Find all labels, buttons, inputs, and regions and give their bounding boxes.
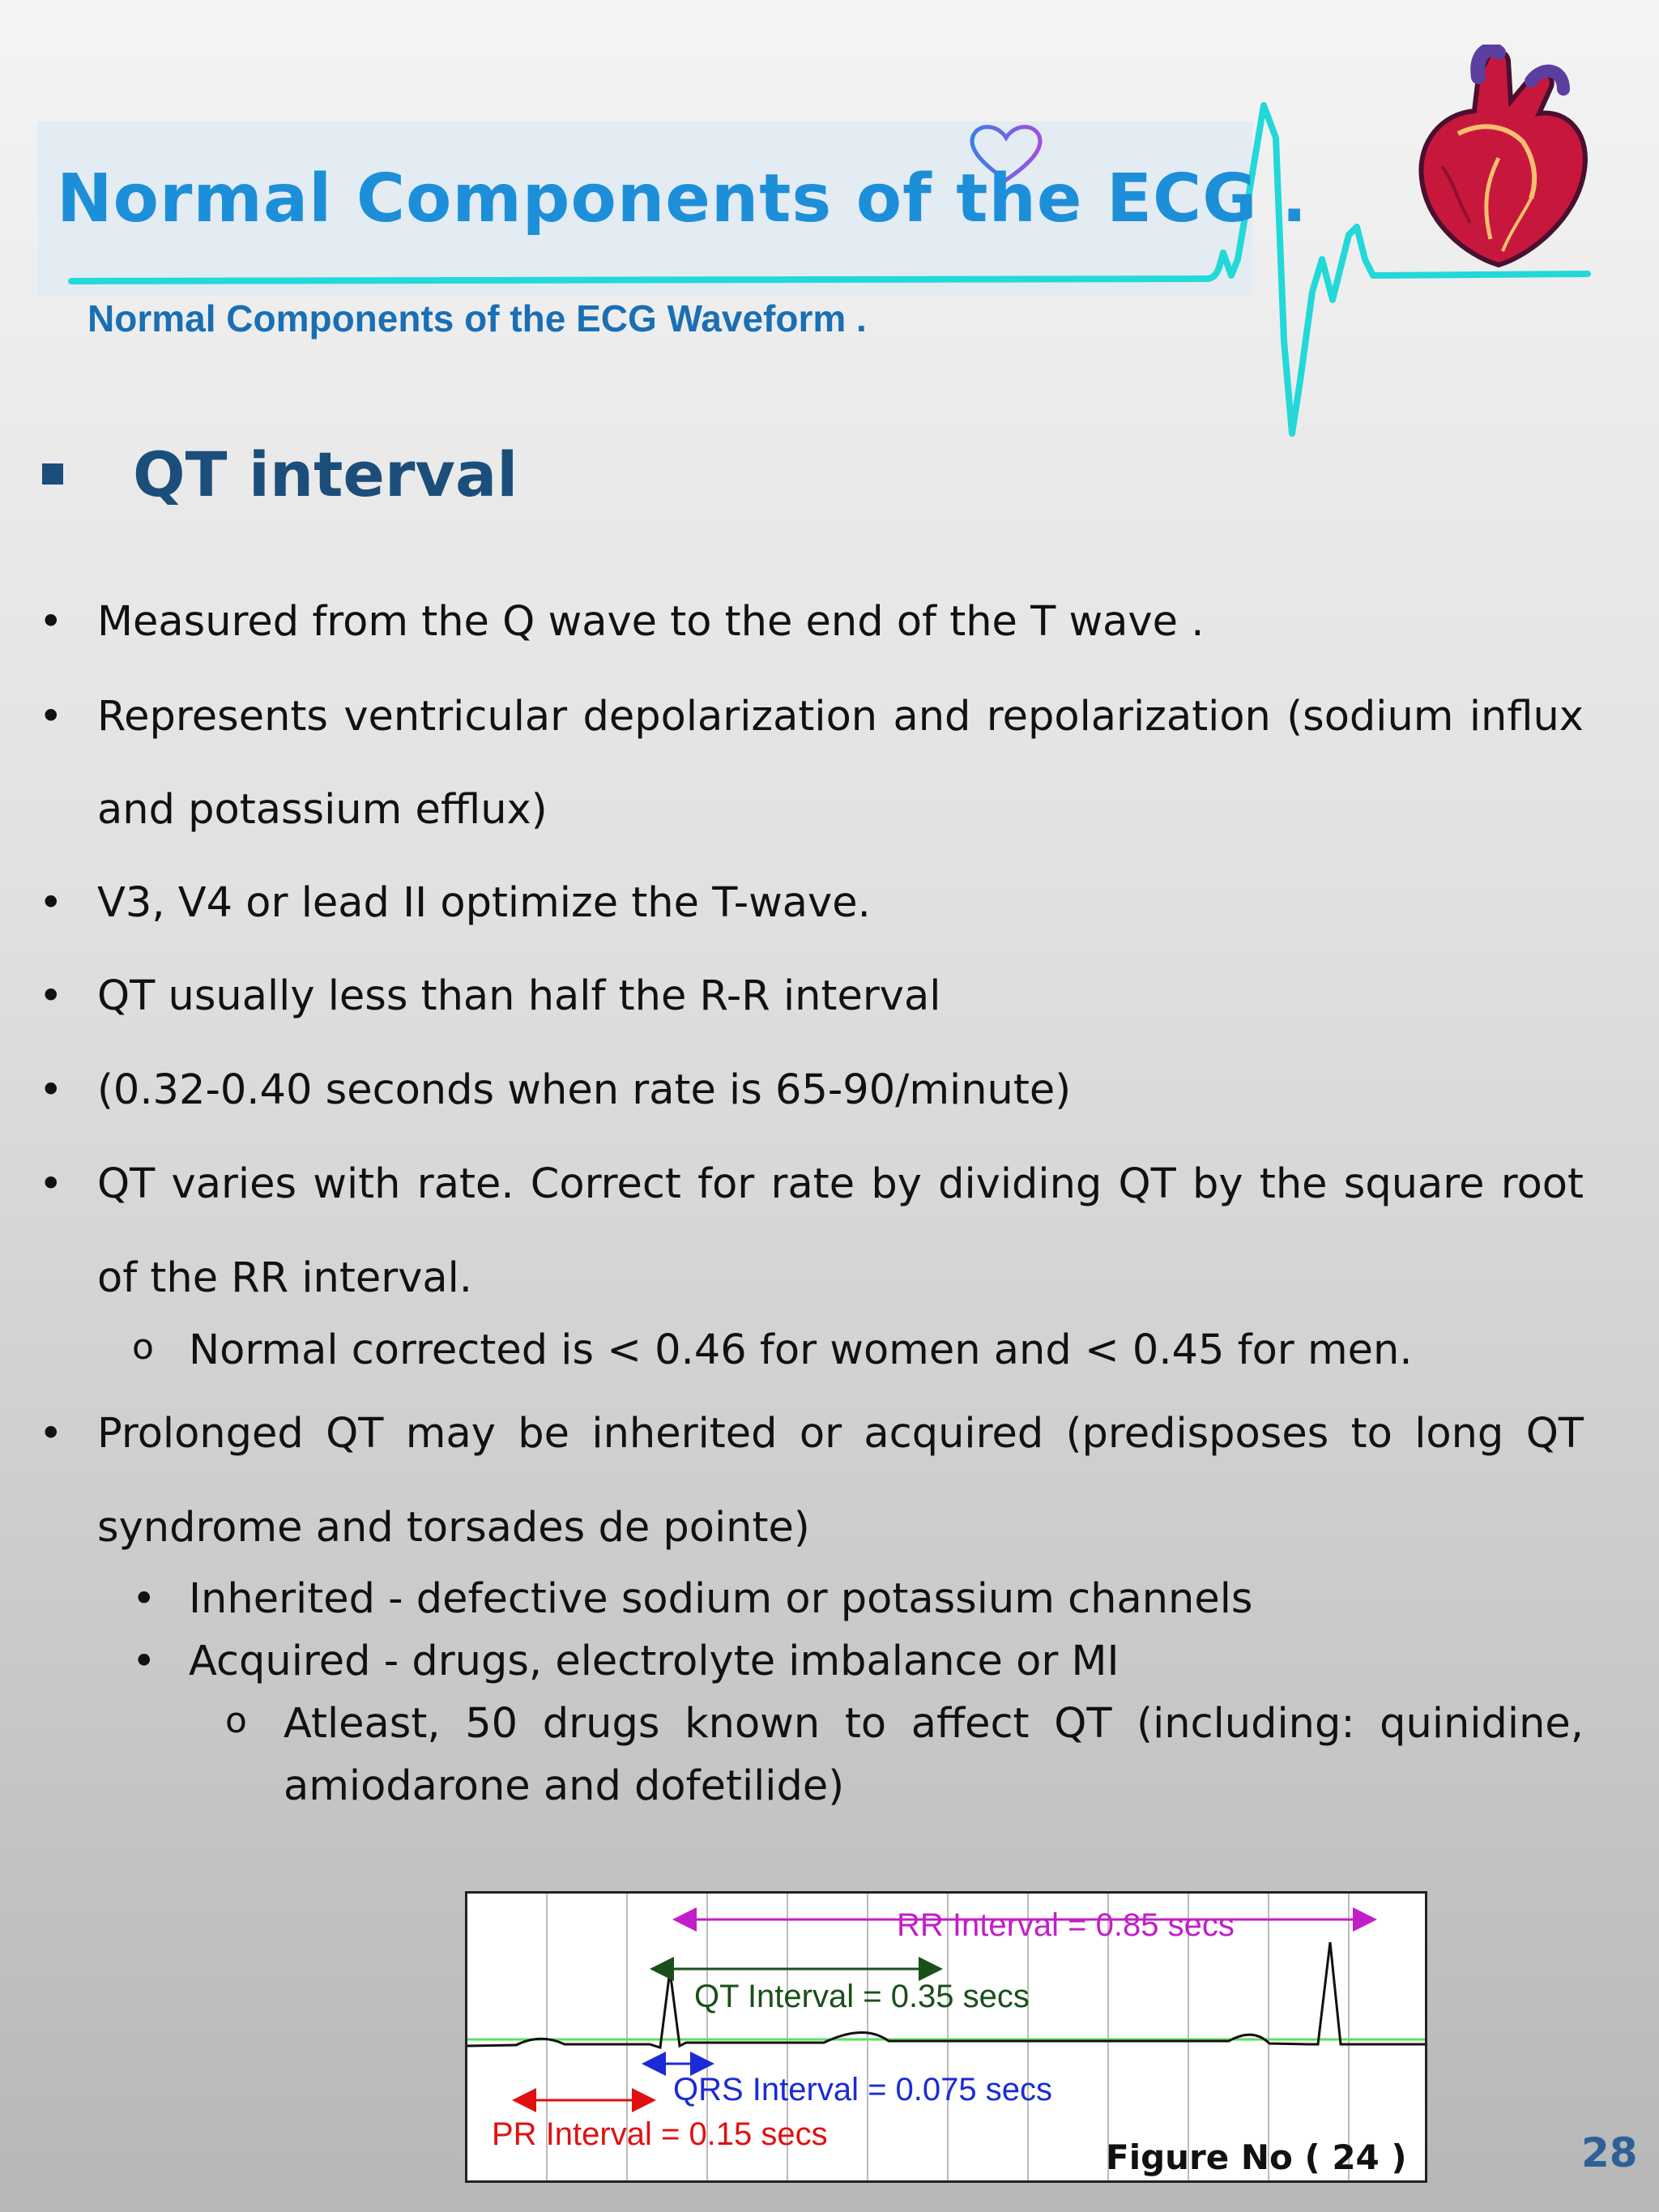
bullet-icon: • [39, 693, 63, 740]
bullet-icon: • [39, 598, 63, 645]
list-item-continuation: of the RR interval. [97, 1254, 473, 1302]
list-item: Represents ventricular depolarization and repolarization (sodium influx [97, 693, 1584, 741]
list-item-continuation: syndrome and torsades de pointe) [97, 1504, 810, 1552]
square-bullet-icon [42, 463, 63, 485]
section-heading [42, 438, 518, 510]
anatomical-heart-icon [1410, 45, 1604, 271]
bullet-icon: • [39, 972, 63, 1019]
sub-list-item: Acquired - drugs, electrolyte imbalance or MI [189, 1638, 1120, 1685]
list-item: (0.32-0.40 seconds when rate is 65-90/minute) [97, 1066, 1072, 1114]
bullet-icon: • [39, 1160, 63, 1207]
page-number: 28 [1581, 2129, 1638, 2176]
list-item: Measured from the Q wave to the end of the T wave . [97, 598, 1205, 646]
circle-bullet-icon: o [132, 1326, 154, 1368]
bullet-icon: • [39, 1410, 63, 1457]
rr-interval-label: RR Interval = 0.85 secs [897, 1907, 1235, 1943]
list-item: QT usually less than half the R-R interval [97, 972, 941, 1020]
section-title: QT interval [133, 438, 518, 510]
bullet-icon: • [39, 1066, 63, 1113]
circle-bullet-icon: o [225, 1700, 247, 1741]
qrs-interval-label: QRS Interval = 0.075 secs [673, 2072, 1053, 2107]
qt-interval-label: QT Interval = 0.35 secs [694, 1979, 1030, 2014]
page-title: Normal Components of the ECG . [57, 160, 1308, 237]
pr-interval-label: PR Interval = 0.15 secs [492, 2116, 828, 2152]
sub-list-item: Normal corrected is < 0.46 for women and < 0.45 for men. [189, 1326, 1413, 1374]
list-item: V3, V4 or lead II optimize the T-wave. [97, 879, 871, 927]
bullet-icon: • [39, 879, 63, 926]
figure-caption: Figure No ( 24 ) [1106, 2137, 1407, 2177]
list-item: QT varies with rate. Correct for rate by dividing QT by the square root [97, 1160, 1584, 1208]
page-subtitle: Normal Components of the ECG Waveform . [87, 297, 867, 339]
sub-list-item: Inherited - defective sodium or potassium channels [189, 1575, 1253, 1623]
bullet-icon: • [132, 1638, 156, 1685]
bullet-icon: • [132, 1575, 156, 1622]
list-item: Prolonged QT may be inherited or acquired (predisposes to long QT [97, 1410, 1584, 1458]
list-item-continuation: and potassium efflux) [97, 786, 548, 834]
sub-sub-list-item: Atleast, 50 drugs known to affect QT (including: quinidine, [284, 1700, 1584, 1748]
sub-sub-list-item-continuation: amiodarone and dofetilide) [284, 1762, 845, 1810]
